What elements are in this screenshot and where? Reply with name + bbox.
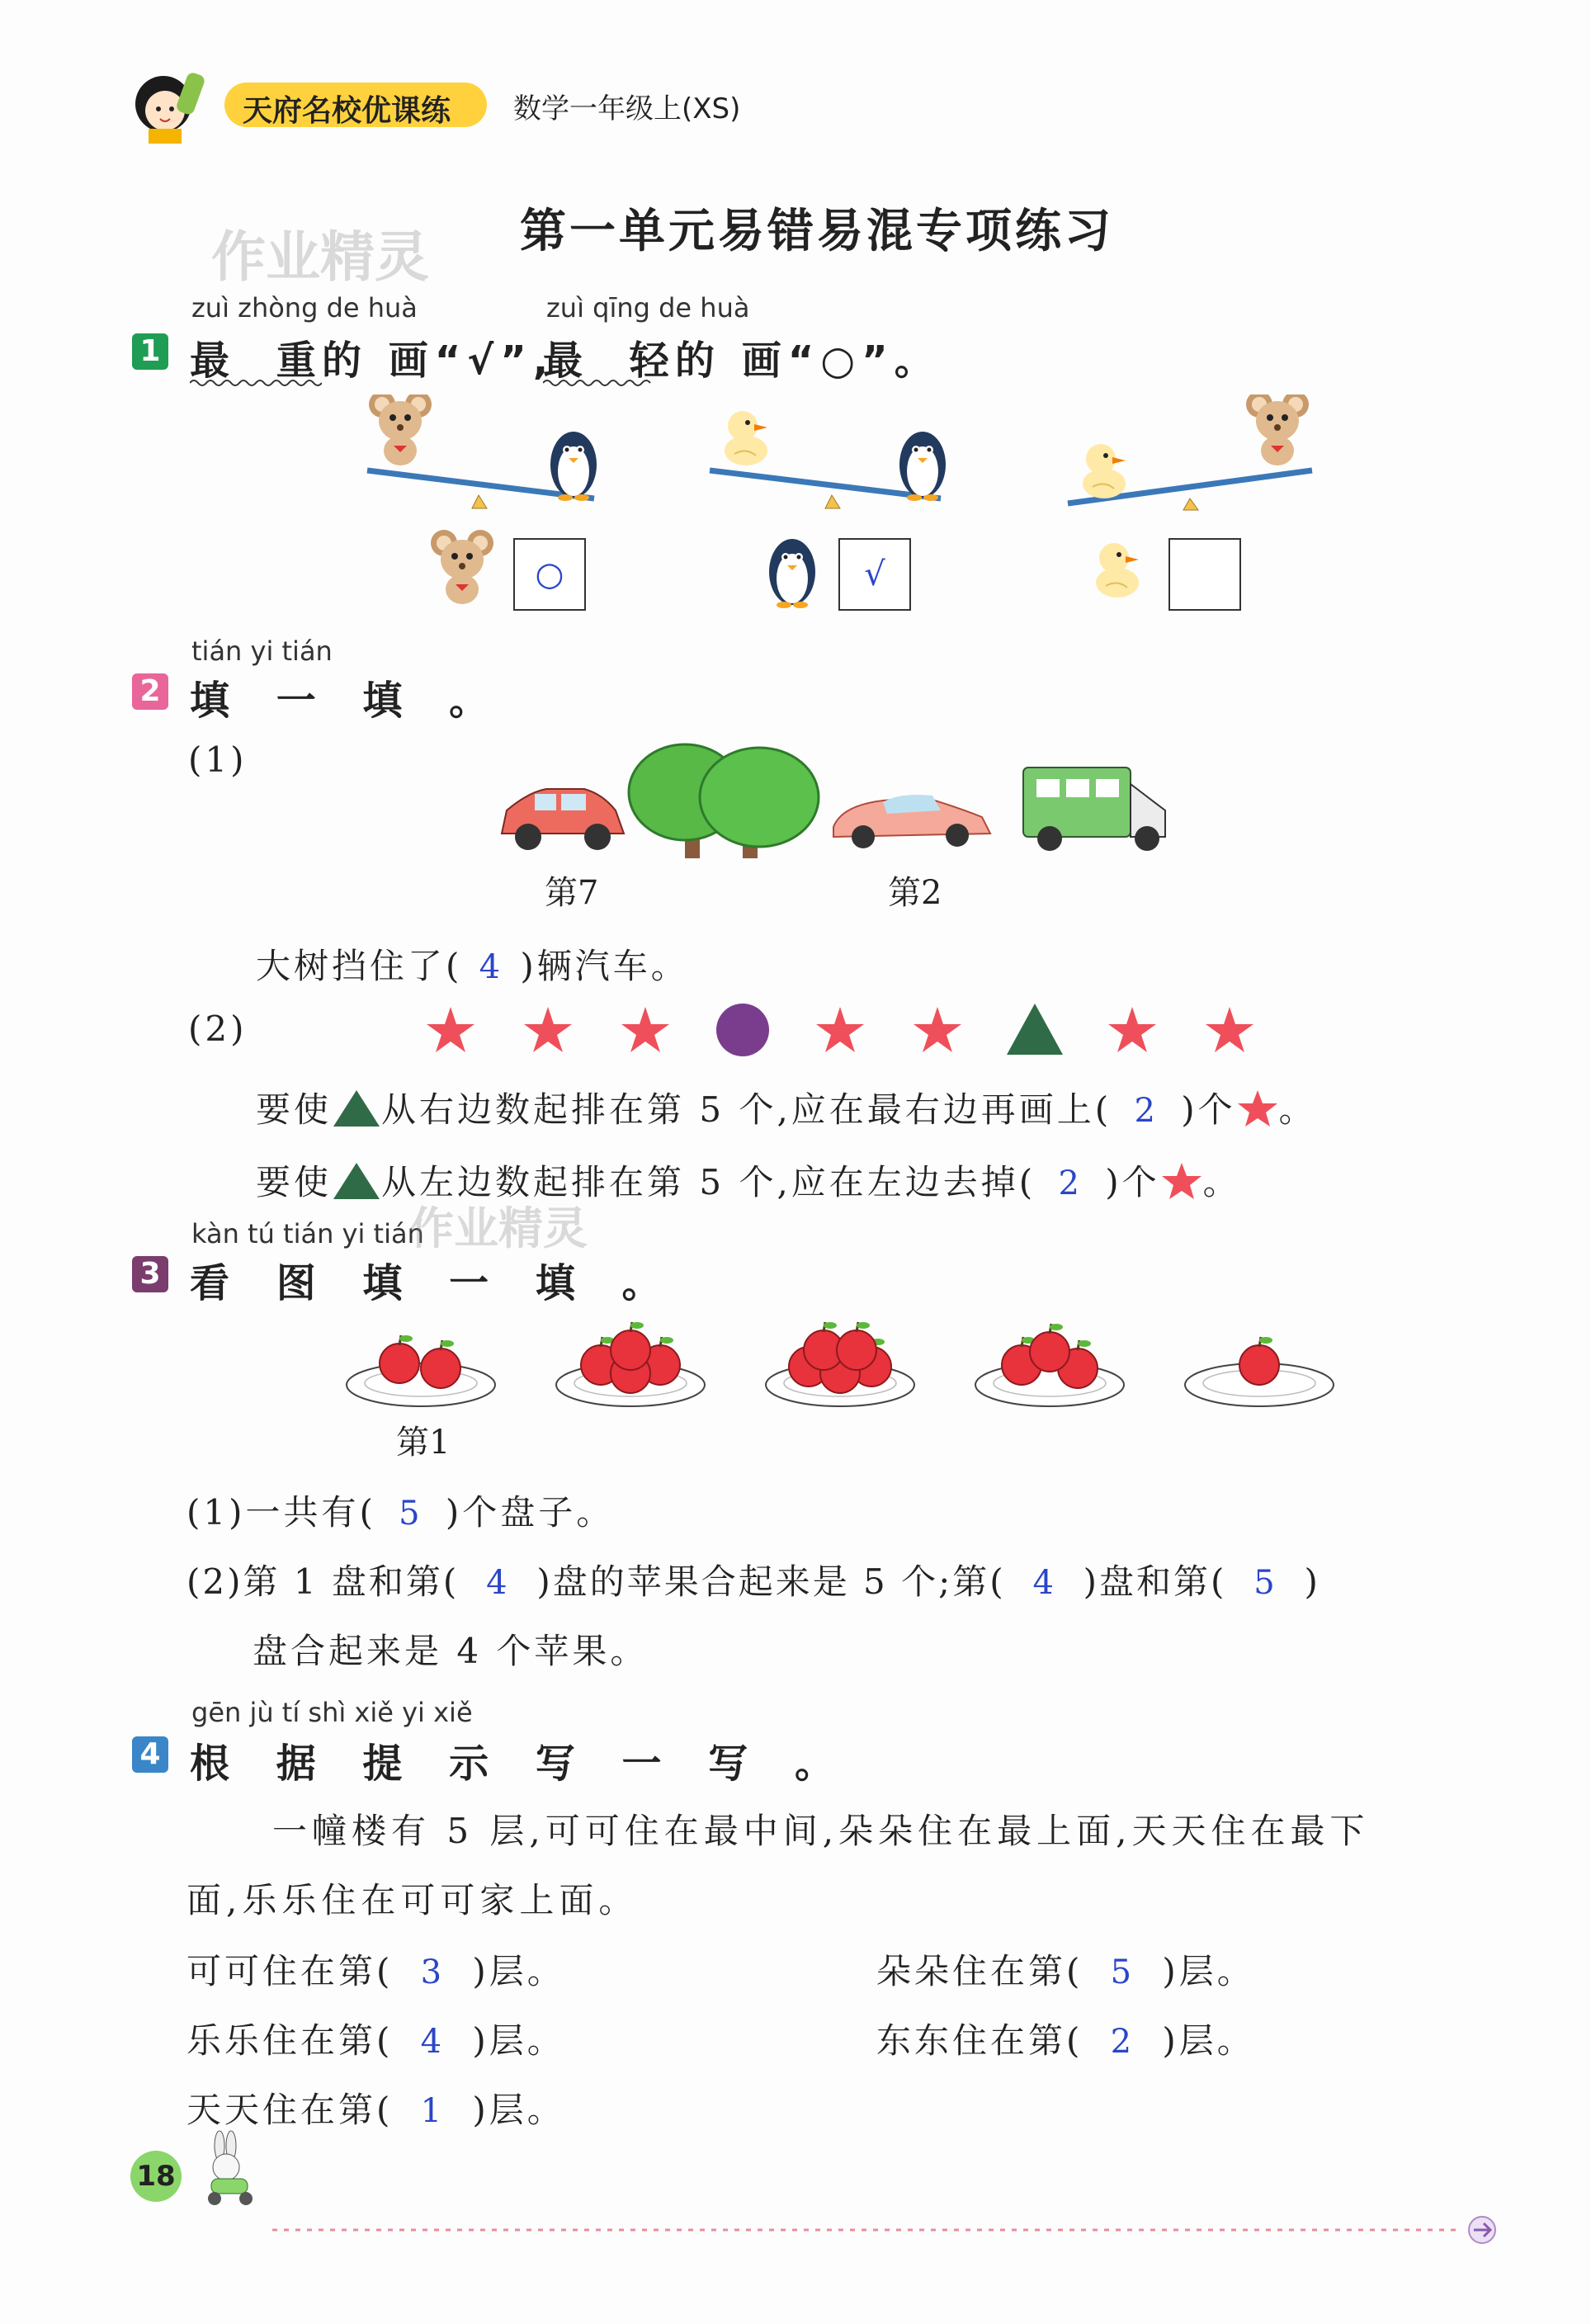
series-title: 天府名校优课练 (243, 94, 451, 128)
q2-pinyin: tián yi tián (191, 635, 333, 667)
book-subtitle: 数学一年级上(XS) (513, 92, 741, 125)
q4-row-keke (186, 1944, 565, 1994)
q3-p2-c: )盘和第( (1083, 1561, 1227, 1602)
q2-line1-answer[interactable]: 2 (1134, 1092, 1159, 1130)
series-banner (224, 83, 487, 127)
question-2-badge: 2 (132, 673, 168, 710)
footer-dotted-line (272, 2213, 1510, 2246)
answer-box-1[interactable]: ○ (513, 538, 586, 611)
wavy-underline (543, 378, 652, 388)
q1-instruction-2: 的 画“○”。 (675, 338, 941, 384)
line1-suffix: )个 (1181, 1089, 1236, 1130)
q3-p2-answer-1[interactable]: 4 (486, 1564, 510, 1602)
pinyin-heaviest: zuì zhòng de huà (191, 292, 418, 324)
q3-title: 看 图 填 一 填 。 (190, 1260, 678, 1306)
row-prefix: 天天住在第( (186, 2090, 394, 2130)
line1-mid: 从右边数起排在第 5 个,应在最右边再画上( (381, 1089, 1112, 1130)
wavy-underline (190, 378, 322, 388)
q4-answer-duoduo[interactable]: 5 (1110, 1953, 1135, 1991)
row-suffix: )层。 (472, 2020, 565, 2061)
q3-part2-line2: 盘合起来是 4 个苹果。 (253, 1631, 649, 1671)
row-suffix: )层。 (1162, 2020, 1255, 2061)
q1-lightest-text: 最 轻 (543, 338, 686, 384)
watermark-middle: 作业精灵 (409, 1202, 588, 1254)
q2-line2-answer[interactable]: 2 (1058, 1164, 1083, 1202)
line2-suffix: )个 (1105, 1162, 1160, 1202)
vehicles-and-trees-illustration (495, 735, 1180, 867)
label-first-2: 第2 (888, 874, 942, 912)
q2-part1-answer[interactable]: 4 (479, 948, 504, 986)
bunny-scooter-icon (186, 2129, 269, 2212)
q3-p2-d: ) (1304, 1561, 1320, 1602)
q4-pinyin: gēn jù tí shì xiě yi xiě (191, 1697, 473, 1728)
q3-p2-answer-2[interactable]: 4 (1032, 1564, 1056, 1602)
q2-part2-line2 (256, 1155, 1241, 1205)
question-3-badge: 3 (132, 1256, 168, 1292)
line2-end: 。 (1202, 1162, 1241, 1202)
apple-plates-illustration (338, 1320, 1345, 1419)
q2-part2-label: (2) (188, 1008, 248, 1049)
star-icon (1236, 1089, 1279, 1128)
q4-title: 根 据 提 示 写 一 写 。 (190, 1741, 851, 1787)
q4-story-line1: 一幢楼有 5 层,可可住在最中间,朵朵住在最上面,天天住在最下 (272, 1811, 1370, 1851)
triangle-icon (332, 1089, 381, 1128)
row-prefix: 可可住在第( (186, 1951, 394, 1991)
star-icon (621, 1007, 669, 1052)
q4-answer-dongdong[interactable]: 2 (1110, 2023, 1135, 2061)
row-suffix: )层。 (472, 2090, 565, 2130)
star-icon (914, 1007, 961, 1052)
question-1-badge: 1 (132, 333, 168, 370)
star-icon (1108, 1007, 1156, 1052)
q3-p1-answer[interactable]: 5 (399, 1495, 423, 1533)
answer-box-3[interactable] (1168, 538, 1241, 611)
q4-answer-keke[interactable]: 3 (420, 1953, 446, 1991)
q4-row-duoduo (876, 1944, 1255, 1994)
q2-part1-suffix: )辆汽车。 (520, 946, 689, 986)
page-number: 18 (130, 2151, 182, 2202)
q4-row-tiantian (186, 2083, 565, 2133)
q3-p2-answer-3[interactable]: 5 (1253, 1564, 1277, 1602)
q2-part2-line1 (256, 1083, 1317, 1132)
q3-p1-suffix: )个盘子。 (445, 1492, 615, 1533)
line2-mid: 从左边数起排在第 5 个,应在左边去掉( (381, 1162, 1036, 1202)
q3-part1 (186, 1486, 614, 1535)
star-icon (1206, 1007, 1253, 1052)
shape-sequence (413, 997, 1287, 1063)
q3-p2-a: (2)第 1 盘和第( (186, 1561, 460, 1602)
q4-answer-tiantian[interactable]: 1 (420, 2092, 446, 2130)
triangle-icon (1007, 1004, 1063, 1055)
row-prefix: 朵朵住在第( (876, 1951, 1083, 1991)
question-4-badge: 4 (132, 1736, 168, 1773)
line1-prefix: 要使 (256, 1089, 333, 1130)
q4-answer-lele[interactable]: 4 (420, 2023, 446, 2061)
row-suffix: )层。 (472, 1951, 565, 1991)
line1-end: 。 (1278, 1089, 1317, 1130)
row-prefix: 东东住在第( (876, 2020, 1083, 2061)
q3-part2 (186, 1555, 1320, 1604)
q2-title: 填 一 填 。 (190, 678, 506, 724)
label-first-7: 第7 (545, 874, 599, 912)
answer-box-2[interactable]: √ (838, 538, 911, 611)
q2-part1-prefix: 大树挡住了( (256, 946, 463, 986)
q3-p1-prefix: (1)一共有( (186, 1492, 376, 1533)
q4-row-lele (186, 2014, 565, 2063)
star-icon (816, 1007, 864, 1052)
q3-p2-b: )盘的苹果合起来是 5 个;第( (536, 1561, 1006, 1602)
row-prefix: 乐乐住在第( (186, 2020, 394, 2061)
star-icon (427, 1007, 474, 1052)
star-icon (524, 1007, 572, 1052)
pinyin-lightest: zuì qīng de huà (546, 292, 750, 324)
row-suffix: )层。 (1162, 1951, 1255, 1991)
q3-pinyin: kàn tú tián yi tián (191, 1218, 424, 1249)
q1-heaviest-text: 最 重 (190, 338, 333, 384)
line2-prefix: 要使 (256, 1162, 333, 1202)
circle-icon (716, 1004, 769, 1056)
triangle-icon (332, 1161, 381, 1201)
q4-story-line2: 面,乐乐住在可可家上面。 (186, 1880, 639, 1920)
q1-instruction-1: 的 画“√”, (322, 338, 555, 384)
girl-mascot-icon (124, 56, 223, 147)
page-title: 第一单元易错易混专项练习 (520, 205, 1114, 258)
label-first-1: 第1 (396, 1424, 451, 1462)
q4-row-dongdong (876, 2014, 1255, 2063)
watermark-top: 作业精灵 (211, 225, 429, 289)
q2-part1-sentence (256, 939, 689, 989)
q2-part1-label: (1) (188, 739, 248, 780)
star-icon (1160, 1161, 1203, 1201)
